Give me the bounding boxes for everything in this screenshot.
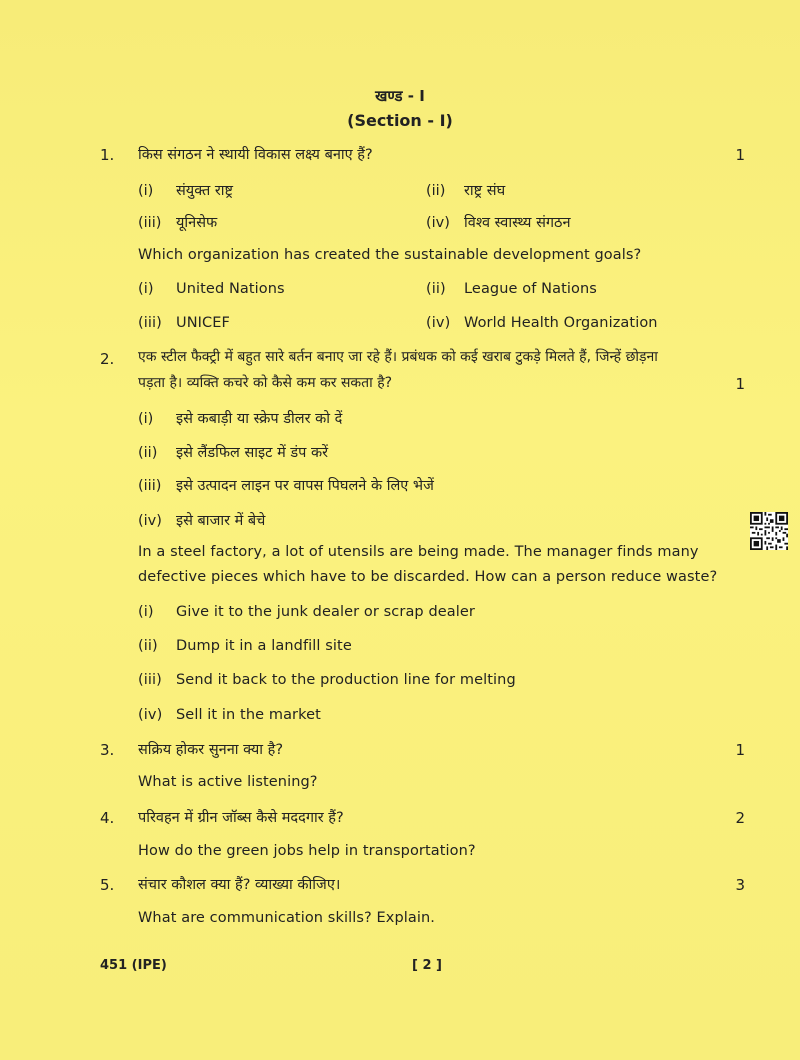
question-marks: 1 xyxy=(735,741,745,759)
option-english: (i) United Nations xyxy=(138,281,285,297)
section-title-hindi: खण्ड - I xyxy=(375,87,425,105)
question-text-hindi: पड़ता है। व्यक्ति कचरे को कैसे कम कर सकता है? xyxy=(138,375,393,391)
option-hindi: (iv) विश्व स्वास्थ्य संगठन xyxy=(426,215,571,231)
question-text-english: How do the green jobs help in transportation? xyxy=(138,843,476,859)
option-hindi: (iv) इसे बाजार में बेचे xyxy=(138,513,266,529)
option-english: (iii) UNICEF xyxy=(138,315,230,331)
question-number: 1. xyxy=(100,146,115,164)
question-marks: 1 xyxy=(735,375,745,393)
question-text-hindi: संचार कौशल क्या हैं? व्याख्या कीजिए। xyxy=(138,877,341,893)
option-english: (ii) League of Nations xyxy=(426,281,597,297)
option-english: (iii) Send it back to the production line for melting xyxy=(138,672,516,688)
question-text-english: In a steel factory, a lot of utensils are being made. The manager finds many xyxy=(138,544,699,560)
question-marks: 2 xyxy=(735,809,745,827)
option-english: (ii) Dump it in a landfill site xyxy=(138,638,352,654)
question-text-english: What are communication skills? Explain. xyxy=(138,910,435,926)
option-hindi: (iii) यूनिसेफ xyxy=(138,215,218,231)
option-english: (iv) Sell it in the market xyxy=(138,707,321,723)
question-number: 2. xyxy=(100,350,115,368)
question-text-english: What is active listening? xyxy=(138,774,318,790)
section-title-english: (Section - I) xyxy=(347,111,453,130)
question-text-hindi: परिवहन में ग्रीन जॉब्स कैसे मददगार हैं? xyxy=(138,810,344,826)
question-text-english: Which organization has created the sustainable development goals? xyxy=(138,247,642,263)
question-text-hindi: एक स्टील फैक्ट्री में बहुत सारे बर्तन बनाए जा रहे हैं। प्रबंधक को कई खराब टुकड़े मिलते हैं, जिन्हें छोड़ना xyxy=(138,349,658,365)
question-marks: 3 xyxy=(735,876,745,894)
option-hindi: (i) संयुक्त राष्ट्र xyxy=(138,183,234,199)
option-hindi: (ii) राष्ट्र संघ xyxy=(426,183,506,199)
question-number: 3. xyxy=(100,741,115,759)
option-hindi: (iii) इसे उत्पादन लाइन पर वापस पिघलने के लिए भेजें xyxy=(138,478,434,494)
option-hindi: (ii) इसे लैंडफिल साइट में डंप करें xyxy=(138,445,329,461)
question-text-hindi: सक्रिय होकर सुनना क्या है? xyxy=(138,742,284,758)
question-text-hindi: किस संगठन ने स्थायी विकास लक्ष्य बनाए हैं? xyxy=(138,147,373,163)
page-number: [ 2 ] xyxy=(412,958,442,973)
question-number: 5. xyxy=(100,876,115,894)
question-marks: 1 xyxy=(735,146,745,164)
paper-code: 451 (IPE) xyxy=(100,958,167,973)
option-english: (i) Give it to the junk dealer or scrap dealer xyxy=(138,604,475,620)
question-number: 4. xyxy=(100,809,115,827)
option-english: (iv) World Health Organization xyxy=(426,315,658,331)
question-text-english: defective pieces which have to be discarded. How can a person reduce waste? xyxy=(138,569,718,585)
qr-code-icon xyxy=(750,512,788,550)
option-hindi: (i) इसे कबाड़ी या स्क्रेप डीलर को दें xyxy=(138,411,343,427)
